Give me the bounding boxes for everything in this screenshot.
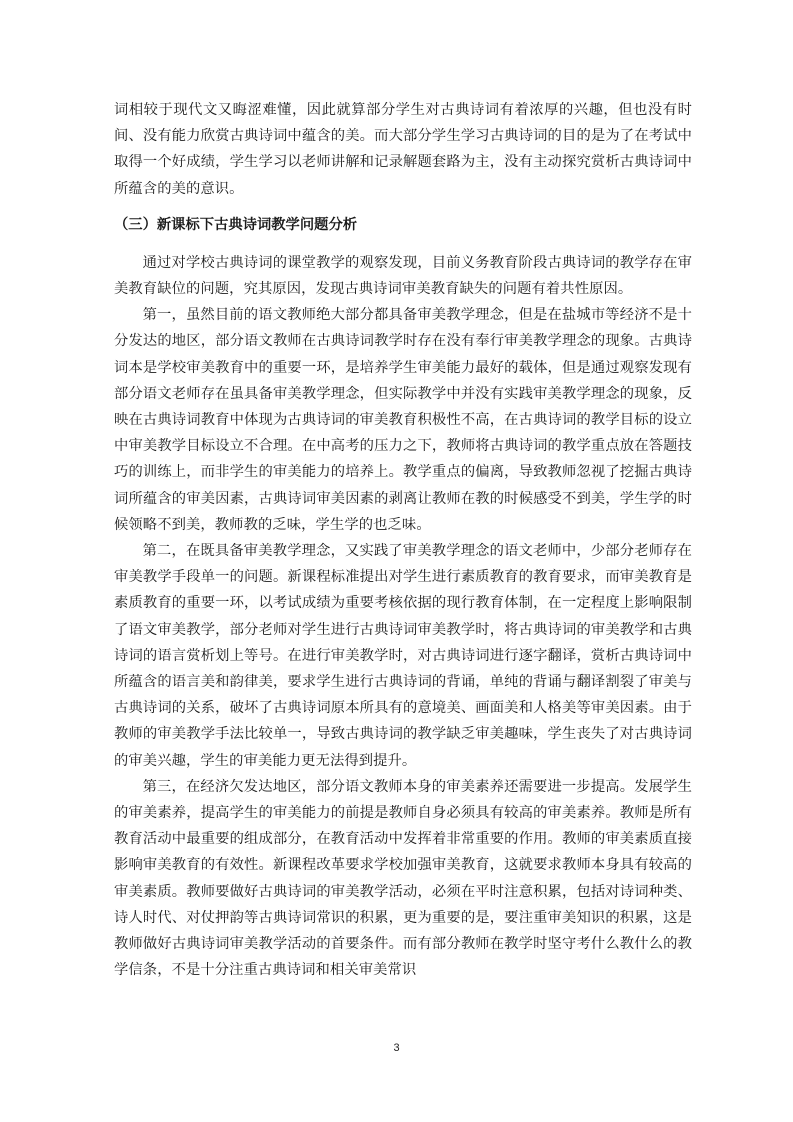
paragraph-second-reason: 第二，在既具备审美教学理念，又实践了审美教学理念的语文老师中，少部分老师存在审美教学手段单一的问题。新课程标准提出对学生进行素质教育的教育要求，而审美教育是素质教育的重要一环，以考试成绩为重要考核依据的现行教育体制，在一定程度上影响限制了语文审美教学，部分老师对学生进行古典诗词审美教学时，将古典诗词的审美教学和古典诗词的语言赏析划上等号。在进行审美教学时，对古典诗词进行逐字翻译，赏析古典诗词中所蕴含的语言美和韵律美，要求学生进行古典诗词的背诵，单纯的背诵与翻译割裂了审美与古典诗词的关系，破坏了古典诗词原本所具有的意境美、画面美和人格美等审美因素。由于教师的审美教学手法比较单一，导致古典诗词的教学缺乏审美趣味，学生丧失了对古典诗词的审美兴趣，学生的审美能力更无法得到提升。 xyxy=(114,543,692,769)
paragraph-first-reason: 第一，虽然目前的语文教师绝大部分都具备审美教学理念，但是在盐城市等经济不是十分发达的地区，部分语文教师在古典诗词教学时存在没有奉行审美教学理念的现象。古典诗词本是学校审美教育中的重要一环，是培养学生审美能力最好的载体，但是通过观察发现有部分语文老师存在虽具备审美教学理念，但实际教学中并没有实践审美教学理念的现象，反映在古典诗词教育中体现为古典诗词的审美教育积极性不高，在古典诗词的教学目标的设立中审美教学目标设立不合理。在中高考的压力之下，教师将古典诗词的教学重点放在答题技巧的训练上，而非学生的审美能力的培养上。教学重点的偏离，导致教师忽视了挖掘古典诗词所蕴含的审美因素，古典诗词审美因素的剥离让教师在教的时候感受不到美，学生学的时候领略不到美，教师教的乏味，学生学的也乏味。 xyxy=(114,307,692,533)
document-body xyxy=(114,97,692,984)
paragraph-third-reason: 第三，在经济欠发达地区，部分语文教师本身的审美素养还需要进一步提高。发展学生的审美素养，提高学生的审美能力的前提是教师自身必须具有较高的审美素养。教师是所有教育活动中最重要的组成部分，在教育活动中发挥着非常重要的作用。教师的审美素质直接影响审美教育的有效性。新课程改革要求学校加强审美教育，这就要求教师本身具有较高的审美素质。教师要做好古典诗词的审美教学活动，必须在平时注意积累，包括对诗词种类、诗人时代、对仗押韵等古典诗词常识的积累，更为重要的是，要注重审美知识的积累，这是教师做好古典诗词审美教学活动的首要条件。而有部分教师在教学时坚守考什么教什么的教学信条，不是十分注重古典诗词和相关审美常识 xyxy=(114,778,692,979)
section-heading: （三）新课标下古典诗词教学问题分析 xyxy=(114,216,358,233)
page-number: 3 xyxy=(393,1042,400,1054)
paragraph-overview: 通过对学校古典诗词的课堂教学的观察发现，目前义务教育阶段古典诗词的教学存在审美教育缺位的问题，究其原因，发现古典诗词审美教育缺失的问题有着共性原因。 xyxy=(114,254,692,298)
intro-paragraph: 词相较于现代文又晦涩难懂，因此就算部分学生对古典诗词有着浓厚的兴趣，但也没有时间、没有能力欣赏古典诗词中蕴含的美。而大部分学生学习古典诗词的目的是为了在考试中取得一个好成绩，学生学习以老师讲解和记录解题套路为主，没有主动探究赏析古典诗词中所蕴含的美的意识。 xyxy=(114,102,692,197)
